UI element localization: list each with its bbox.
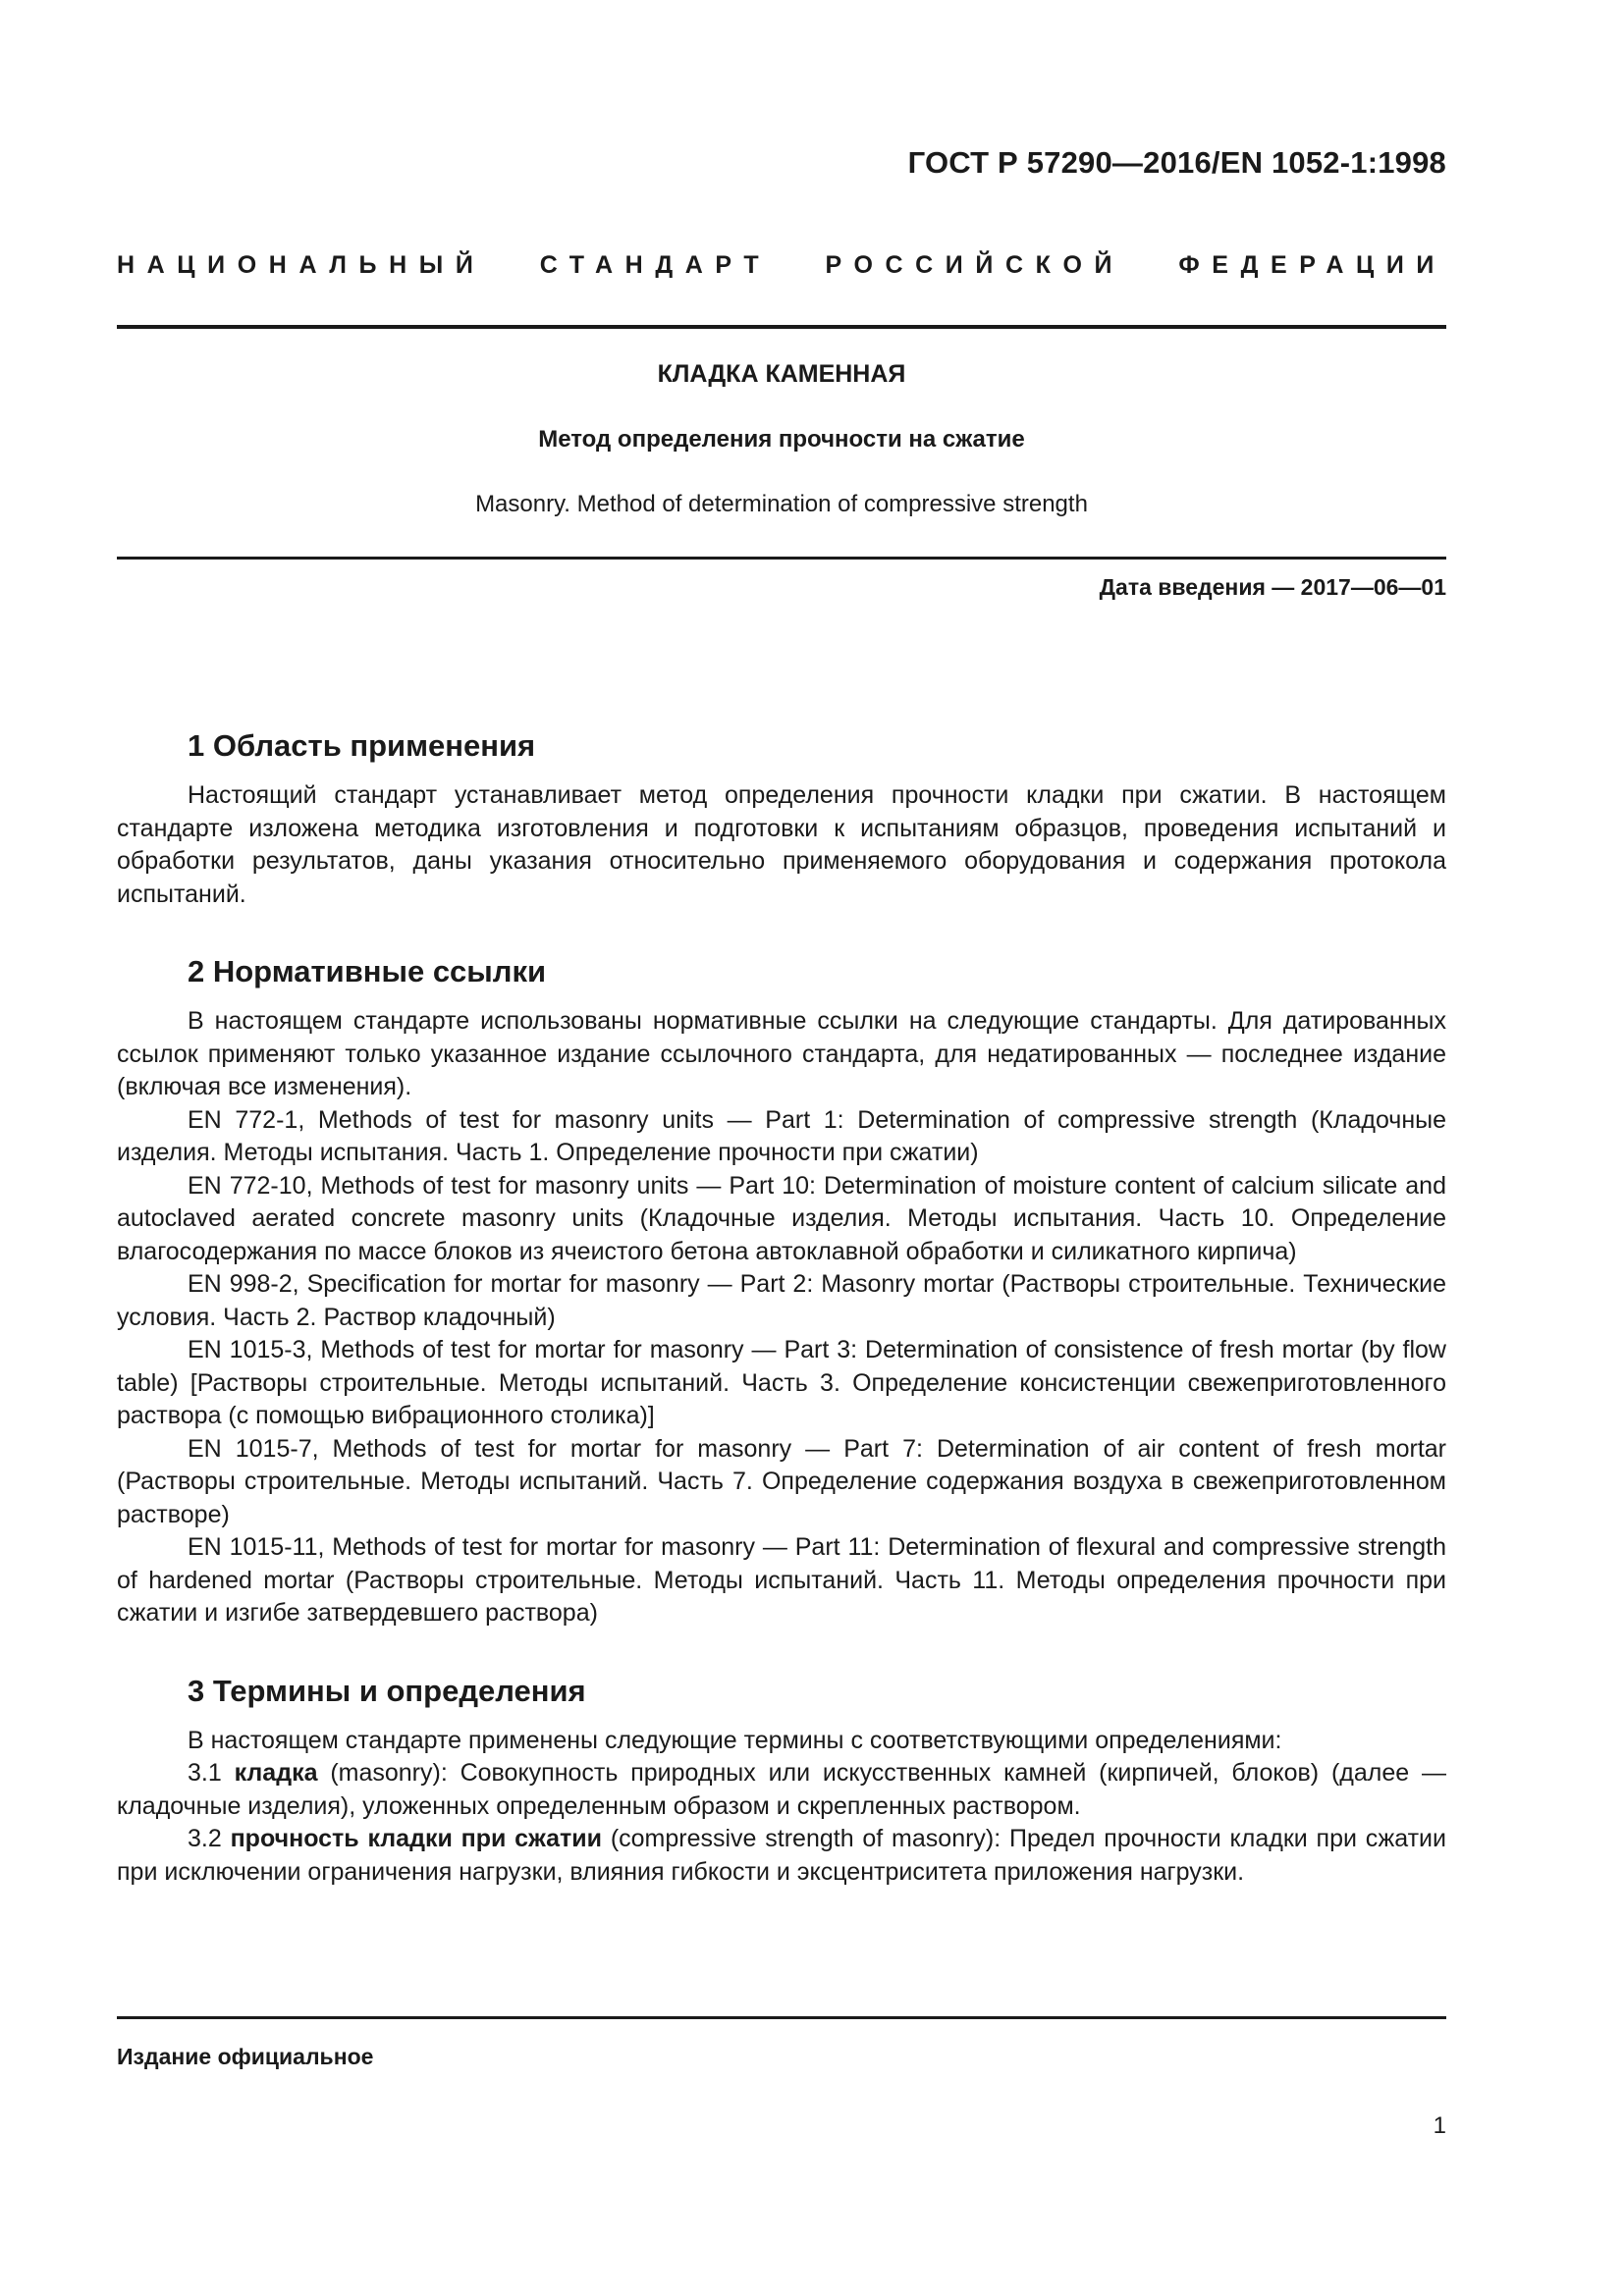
definition: (masonry): Совокупность природных или искусственных камней (кирпичей, блоков) (далее — кладочные изделия), уложенных определенным образом и скрепленных раствором. (117, 1759, 1446, 1820)
document-subtitle: Метод определения прочности на сжатие (538, 426, 1025, 453)
reference-item: EN 998-2, Specification for mortar for masonry — Part 2: Masonry mortar (Растворы строительные. Технические условия. Часть 2. Раствор кладочный) (117, 1270, 1446, 1331)
term-definition (117, 1823, 1446, 1889)
page-number: 1 (1433, 2112, 1446, 2139)
reference-item: EN 772-10, Methods of test for masonry units — Part 10: Determination of moisture content of calcium silicate and autoclaved aerated concrete masonry units (Кладочные изделия. Методы испытания. Часть 10. Определение влагосодержания по массе блоков из ячеистого бетона автоклавной обработки и силикатного кирпича) (117, 1171, 1446, 1265)
document-title: КЛАДКА КАМЕННАЯ (657, 360, 906, 388)
section-heading-terms: 3 Термины и определения (188, 1673, 586, 1708)
reference-item: EN 1015-11, Methods of test for mortar for masonry — Part 11: Determination of flexural and compressive strength of hardened mortar (Растворы строительные. Методы испытаний. Часть 11. Методы определения прочности при сжатии и изгибе затвердевшего раствора) (117, 1533, 1446, 1627)
reference-item: EN 772-1, Methods of test for masonry units — Part 1: Determination of compressive strength (Кладочные изделия. Методы испытания. Часть 1. Определение прочности при сжатии) (117, 1105, 1446, 1166)
term: кладка (234, 1759, 318, 1787)
term-number: 3.1 (188, 1759, 222, 1787)
footer-rule (117, 2016, 1446, 2019)
standard-number: ГОСТ Р 57290—2016/EN 1052-1:1998 (907, 145, 1446, 180)
header-rule (117, 325, 1446, 329)
reference-item: EN 1015-3, Methods of test for mortar for masonry — Part 3: Determination of consistence of fresh mortar (by flow table) [Растворы строительные. Методы испытаний. Часть 3. Определение консистенции свежеприготовленного раствора (с помощью вибрационного столика)] (117, 1336, 1446, 1429)
introduction-date: Дата введения — 2017—06—01 (1099, 574, 1446, 600)
paragraph: В настоящем стандарте применены следующие термины с соответствующими определениями: (188, 1726, 1282, 1754)
paragraph: В настоящем стандарте использованы нормативные ссылки на следующие стандарты. Для датированных ссылок применяют только указанное издание ссылочного стандарта, для недатированных — последнее издание (включая все изменения). (117, 1007, 1446, 1100)
edition-label: Издание официальное (117, 2044, 374, 2069)
definition: (compressive strength of masonry): Предел прочности кладки при сжатии при исключении ограничения нагрузки, влияния гибкости и эксцентриситета приложения нагрузки. (117, 1825, 1446, 1886)
document-body (117, 726, 1446, 1889)
term-number: 3.2 (188, 1825, 222, 1852)
term: прочность кладки при сжатии (230, 1825, 602, 1852)
document-title-english: Masonry. Method of determination of compressive strength (475, 491, 1088, 517)
paragraph: Настоящий стандарт устанавливает метод определения прочности кладки при сжатии. В настоящем стандарте изложена методика изготовления и подготовки к испытаниям образцов, проведения испытаний и обработки результатов, даны указания относительно применяемого оборудования и содержания протокола испытаний. (117, 781, 1446, 908)
section-heading-normative-references: 2 Нормативные ссылки (188, 954, 547, 988)
term-definition (117, 1757, 1446, 1823)
national-standard-title: НАЦИОНАЛЬНЫЙ СТАНДАРТ РОССИЙСКОЙ ФЕДЕРАЦИИ (117, 251, 1446, 279)
title-rule (117, 557, 1446, 560)
reference-item: EN 1015-7, Methods of test for mortar for masonry — Part 7: Determination of air content of fresh mortar (Растворы строительные. Методы испытаний. Часть 7. Определение содержания воздуха в свежеприготовленном растворе) (117, 1434, 1446, 1528)
section-heading-scope: 1 Область применения (188, 728, 536, 763)
